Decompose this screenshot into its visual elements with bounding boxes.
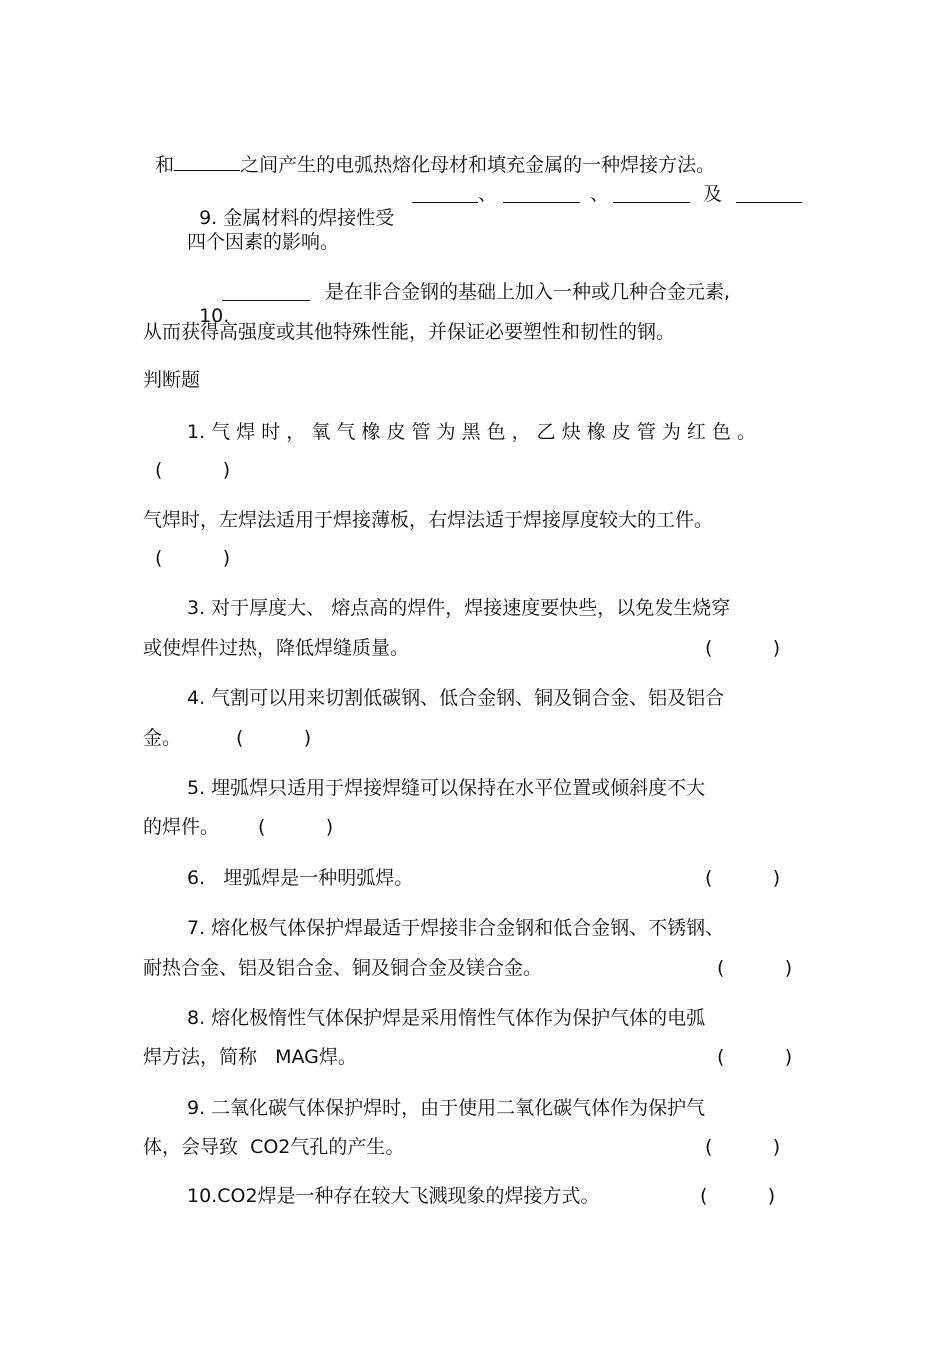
judgment-9-cont: 体，会导致 CO2气孔的产生。: [143, 1136, 405, 1158]
q9-sep-1: 、: [478, 183, 498, 205]
judgment-3-answer-paren[interactable]: ( ): [705, 637, 781, 659]
judgment-4: 4. 气割可以用来切割低碳钢、低合金钢、铜及铜合金、铝及铝合: [187, 687, 725, 709]
judgment-10: 10.CO2焊是一种存在较大飞溅现象的焊接方式。: [187, 1185, 600, 1207]
fill-in-q9: [187, 182, 394, 230]
fill-in-suffix: 之间产生的电弧热熔化母材和填充金属的一种焊接方法。: [240, 154, 716, 176]
judgment-5: 5. 埋弧焊只适用于焊接焊缝可以保持在水平位置或倾斜度不大: [187, 777, 706, 799]
fill-in-line-8-end: [143, 128, 715, 177]
judgment-7-answer-paren[interactable]: ( ): [717, 957, 793, 979]
section-title: 判断题: [143, 369, 201, 391]
judgment-4-cont: 金。: [143, 727, 182, 749]
fill-in-prefix: 和: [155, 154, 175, 176]
q9-blank-3: [613, 184, 690, 203]
judgment-6-answer-paren[interactable]: ( ): [705, 867, 781, 889]
q9-blank-4: [736, 184, 802, 203]
judgment-5-cont: 的焊件。: [143, 816, 220, 838]
q9-text: 金属材料的焊接性受: [223, 207, 395, 229]
judgment-1-answer-paren[interactable]: ( ): [155, 459, 231, 481]
q9-continuation: 四个因素的影响。: [187, 231, 340, 253]
judgment-10-answer-paren[interactable]: ( ): [700, 1185, 776, 1207]
judgment-9: 9. 二氧化碳气体保护焊时，由于使用二氧化碳气体作为保护气: [187, 1097, 706, 1119]
judgment-6: 6. 埋弧焊是一种明弧焊。: [187, 867, 414, 889]
blank-line: [174, 152, 240, 171]
judgment-8-answer-paren[interactable]: ( ): [717, 1046, 793, 1068]
judgment-2-answer-paren[interactable]: ( ): [155, 547, 231, 569]
judgment-5-answer-paren[interactable]: ( ): [258, 816, 334, 838]
judgment-8-cont: 焊方法，简称 MAG焊。: [143, 1046, 357, 1068]
judgment-8: 8. 熔化极惰性气体保护焊是采用惰性气体作为保护气体的电弧: [187, 1007, 706, 1029]
judgment-3: 3. 对于厚度大、 熔点高的焊件，焊接速度要快些，以免发生烧穿: [187, 597, 731, 619]
judgment-4-answer-paren[interactable]: ( ): [236, 727, 312, 749]
q10-continuation: 从而获得高强度或其他特殊性能，并保证必要塑性和韧性的钢。: [143, 321, 676, 343]
judgment-7-cont: 耐热合金、铝及铝合金、铜及铜合金及镁合金。: [143, 957, 543, 979]
judgment-2: 气焊时，左焊法适用于焊接薄板，右焊法适于焊接厚度较大的工件。: [143, 509, 714, 531]
q9-number: 9.: [199, 207, 218, 229]
q10-blank: [222, 282, 310, 301]
q9-sep-2: 、: [590, 183, 610, 205]
judgment-3-cont: 或使焊件过热，降低焊缝质量。: [143, 637, 410, 659]
q9-blank-2: [503, 184, 580, 203]
judgment-7: 7. 熔化极气体保护焊最适于焊接非合金钢和低合金钢、不锈钢、: [187, 917, 725, 939]
q10-text: 是在非合金钢的基础上加入一种或几种合金元素,: [325, 281, 731, 303]
q9-blank-1: [412, 184, 478, 203]
q9-and: 及: [703, 183, 723, 205]
judgment-1: 1. 气 焊 时 ， 氧 气 橡 皮 管 为 黑 色 ， 乙 炔 橡 皮 管 为 红 色 。: [187, 421, 756, 443]
q10-number: 10.: [199, 305, 230, 327]
judgment-9-answer-paren[interactable]: ( ): [705, 1136, 781, 1158]
